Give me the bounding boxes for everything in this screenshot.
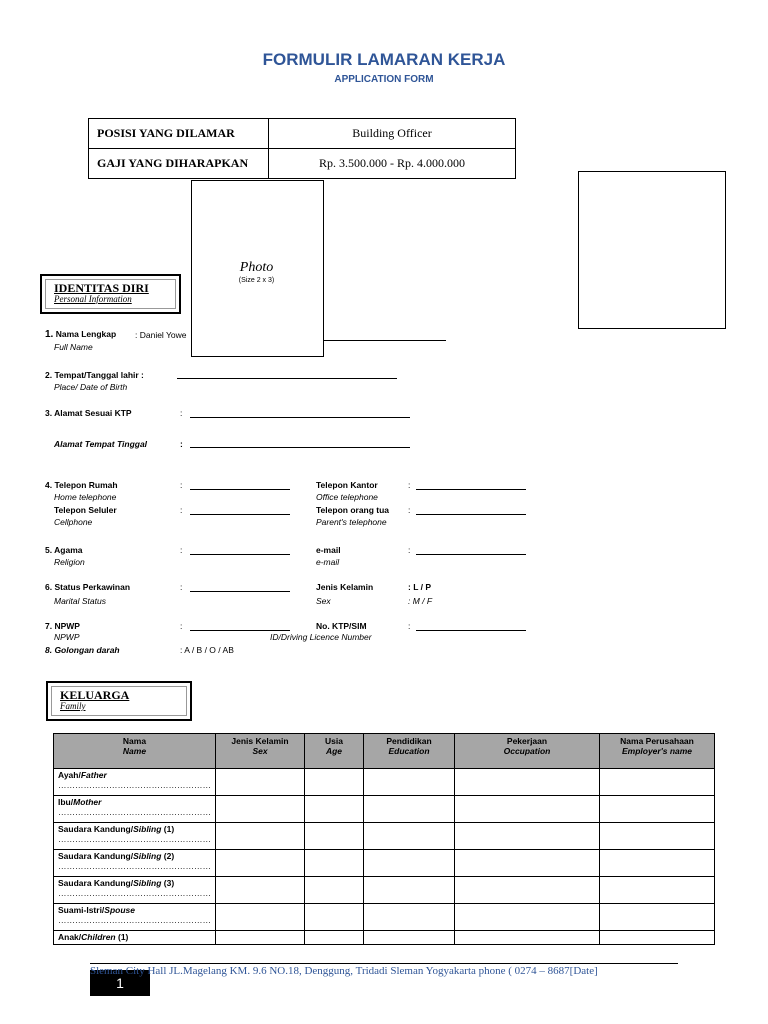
table-cell[interactable] bbox=[600, 769, 715, 796]
blood-value[interactable]: : A / B / O / AB bbox=[180, 645, 234, 655]
phone-office-input[interactable] bbox=[416, 489, 526, 490]
identity-section-subtitle: Personal Information bbox=[54, 294, 132, 304]
family-member-label: Anak/Children (1) bbox=[54, 931, 216, 945]
col-name-header: Nama Name bbox=[54, 734, 216, 769]
table-cell[interactable] bbox=[216, 769, 305, 796]
phone-office-label-en: Office telephone bbox=[316, 492, 378, 502]
salary-row bbox=[89, 149, 516, 179]
birth-label: 2. Tempat/Tanggal lahir : bbox=[45, 370, 144, 380]
sex-value[interactable]: : L / P bbox=[408, 582, 431, 592]
marital-colon: : bbox=[180, 582, 183, 592]
position-row bbox=[89, 119, 516, 149]
form-title: FORMULIR LAMARAN KERJA bbox=[262, 50, 506, 69]
family-section-title: KELUARGA bbox=[60, 688, 130, 702]
address-current-label: Alamat Tempat Tinggal bbox=[54, 439, 148, 449]
npwp-label-en: NPWP bbox=[54, 632, 80, 642]
table-cell[interactable] bbox=[600, 850, 715, 877]
table-cell[interactable] bbox=[455, 796, 600, 823]
table-cell[interactable] bbox=[216, 904, 305, 931]
name-dotted-line[interactable]: ……………………………………………… bbox=[58, 780, 211, 790]
name-number: 1. bbox=[45, 329, 54, 340]
table-cell[interactable] bbox=[364, 850, 455, 877]
religion-input[interactable] bbox=[190, 554, 290, 555]
salary-label: GAJI YANG DIHARAPKAN bbox=[89, 149, 269, 179]
family-table-body bbox=[54, 769, 715, 945]
address-colon: : bbox=[180, 408, 183, 418]
table-cell[interactable] bbox=[305, 823, 364, 850]
sex-value-en: : M / F bbox=[408, 596, 433, 606]
phone-home-label: 4. Telepon Rumah bbox=[45, 480, 118, 490]
sex-label-en: Sex bbox=[316, 596, 331, 606]
table-cell[interactable] bbox=[364, 931, 455, 945]
name-dotted-line[interactable]: ……………………………………………… bbox=[58, 807, 211, 817]
table-cell[interactable] bbox=[600, 904, 715, 931]
table-cell[interactable] bbox=[305, 769, 364, 796]
table-row bbox=[54, 769, 715, 796]
table-cell[interactable] bbox=[364, 877, 455, 904]
family-member-label: Saudara Kandung/Sibling (2) ……………………………………………… bbox=[54, 850, 216, 877]
phone-cell-input[interactable] bbox=[190, 514, 290, 515]
phone-parent-colon: : bbox=[408, 505, 411, 515]
footer-address: Sleman City Hall JL.Magelang KM. 9.6 NO.18, Denggung, Tridadi Sleman Yogyakarta phone ( 0274 – 8687[Date] bbox=[90, 965, 598, 977]
table-cell[interactable] bbox=[600, 931, 715, 945]
email-colon: : bbox=[408, 545, 411, 555]
position-label: POSISI YANG DILAMAR bbox=[89, 119, 269, 149]
position-table bbox=[88, 118, 516, 179]
table-row bbox=[54, 823, 715, 850]
phone-home-label-en: Home telephone bbox=[54, 492, 117, 502]
table-cell[interactable] bbox=[305, 931, 364, 945]
phone-cell-label-en: Cellphone bbox=[54, 517, 93, 527]
table-cell[interactable] bbox=[305, 877, 364, 904]
name-dotted-line[interactable]: ……………………………………………… bbox=[58, 834, 211, 844]
email-input[interactable] bbox=[416, 554, 526, 555]
col-employer-header: Nama Perusahaan Employer's name bbox=[600, 734, 715, 769]
name-dotted-line[interactable]: ……………………………………………… bbox=[58, 861, 211, 871]
position-value[interactable]: Building Officer bbox=[269, 119, 516, 149]
table-row bbox=[54, 796, 715, 823]
table-row bbox=[54, 877, 715, 904]
marital-input[interactable] bbox=[190, 591, 290, 592]
identity-section-header bbox=[40, 274, 181, 314]
phone-office-colon: : bbox=[408, 480, 411, 490]
table-cell[interactable] bbox=[600, 796, 715, 823]
religion-label: 5. Agama bbox=[45, 545, 83, 555]
npwp-input[interactable] bbox=[190, 630, 290, 631]
marital-label: 6. Status Perkawinan bbox=[45, 582, 131, 592]
family-member-label: Suami-Istri/Spouse ……………………………………………… bbox=[54, 904, 216, 931]
ktp-colon: : bbox=[408, 621, 411, 631]
name-label: Nama Lengkap bbox=[55, 329, 117, 339]
name-dotted-line[interactable]: ……………………………………………… bbox=[58, 888, 211, 898]
name-dotted-line[interactable]: ……………………………………………… bbox=[58, 915, 211, 925]
table-cell[interactable] bbox=[455, 823, 600, 850]
table-cell[interactable] bbox=[455, 931, 600, 945]
table-cell[interactable] bbox=[216, 823, 305, 850]
table-cell[interactable] bbox=[305, 904, 364, 931]
family-member-label: Saudara Kandung/Sibling (3) ……………………………………………… bbox=[54, 877, 216, 904]
name-label-en: Full Name bbox=[54, 342, 93, 352]
footer-divider bbox=[90, 963, 678, 964]
form-subtitle: APPLICATION FORM bbox=[334, 74, 434, 85]
family-section-header bbox=[46, 681, 192, 721]
phone-cell-colon: : bbox=[180, 505, 183, 515]
phone-home-colon: : bbox=[180, 480, 183, 490]
table-row bbox=[54, 931, 715, 945]
table-cell[interactable] bbox=[364, 904, 455, 931]
address-input[interactable] bbox=[190, 417, 410, 418]
table-cell[interactable] bbox=[305, 850, 364, 877]
family-member-label: Saudara Kandung/Sibling (1) ……………………………………………… bbox=[54, 823, 216, 850]
phone-home-input[interactable] bbox=[190, 489, 290, 490]
page-number: 1 bbox=[90, 970, 150, 996]
table-cell[interactable] bbox=[216, 796, 305, 823]
name-label-row bbox=[45, 329, 116, 340]
name-value[interactable]: : Daniel Yowe bbox=[135, 330, 187, 340]
table-row bbox=[54, 904, 715, 931]
family-table bbox=[53, 733, 715, 945]
salary-value[interactable]: Rp. 3.500.000 - Rp. 4.000.000 bbox=[269, 149, 516, 179]
name-underline bbox=[322, 340, 446, 341]
table-cell[interactable] bbox=[600, 823, 715, 850]
table-cell[interactable] bbox=[364, 769, 455, 796]
blood-label: 8. Golongan darah bbox=[45, 645, 120, 655]
email-label: e-mail bbox=[316, 545, 341, 555]
col-education-header: Pendidikan Education bbox=[364, 734, 455, 769]
family-section-subtitle: Family bbox=[60, 701, 86, 711]
phone-parent-label: Telepon orang tua bbox=[316, 505, 390, 515]
npwp-colon: : bbox=[180, 621, 183, 631]
address-current-colon: : bbox=[180, 439, 183, 449]
identity-section-title: IDENTITAS DIRI bbox=[54, 281, 149, 295]
religion-label-en: Religion bbox=[54, 557, 85, 567]
family-table-header bbox=[54, 734, 715, 769]
marital-label-en: Marital Status bbox=[54, 596, 106, 606]
col-sex-header: Jenis Kelamin Sex bbox=[216, 734, 305, 769]
phone-office-label: Telepon Kantor bbox=[316, 480, 378, 490]
family-member-label: Ibu/Mother ……………………………………………… bbox=[54, 796, 216, 823]
photo-placeholder-right bbox=[578, 171, 726, 329]
npwp-label: 7. NPWP bbox=[45, 621, 80, 631]
table-cell[interactable] bbox=[364, 796, 455, 823]
phone-cell-label: Telepon Seluler bbox=[54, 505, 117, 515]
phone-parent-input[interactable] bbox=[416, 514, 526, 515]
table-cell[interactable] bbox=[455, 904, 600, 931]
photo-size-label: (Size 2 x 3) bbox=[238, 277, 275, 284]
phone-parent-label-en: Parent's telephone bbox=[316, 517, 387, 527]
table-cell[interactable] bbox=[305, 796, 364, 823]
family-member-label: Ayah/Father ……………………………………………… bbox=[54, 769, 216, 796]
email-label-en: e-mail bbox=[316, 557, 340, 567]
address-current-input[interactable] bbox=[190, 447, 410, 448]
table-row bbox=[54, 850, 715, 877]
ktp-label-en: ID/Driving Licence Number bbox=[270, 632, 372, 642]
photo-label: Photo bbox=[239, 260, 274, 275]
table-cell[interactable] bbox=[455, 850, 600, 877]
birth-label-en: Place/ Date of Birth bbox=[54, 382, 128, 392]
table-cell[interactable] bbox=[364, 823, 455, 850]
table-cell[interactable] bbox=[600, 877, 715, 904]
table-cell[interactable] bbox=[216, 850, 305, 877]
col-occupation-header: Pekerjaan Occupation bbox=[455, 734, 600, 769]
table-cell[interactable] bbox=[455, 769, 600, 796]
ktp-input[interactable] bbox=[416, 630, 526, 631]
col-age-header: Usia Age bbox=[305, 734, 364, 769]
address-label: 3. Alamat Sesuai KTP bbox=[45, 408, 132, 418]
table-cell[interactable] bbox=[216, 931, 305, 945]
ktp-label: No. KTP/SIM bbox=[316, 621, 367, 631]
birth-input[interactable] bbox=[177, 378, 397, 379]
sex-label: Jenis Kelamin bbox=[316, 582, 374, 592]
table-cell[interactable] bbox=[216, 877, 305, 904]
table-cell[interactable] bbox=[455, 877, 600, 904]
religion-colon: : bbox=[180, 545, 183, 555]
